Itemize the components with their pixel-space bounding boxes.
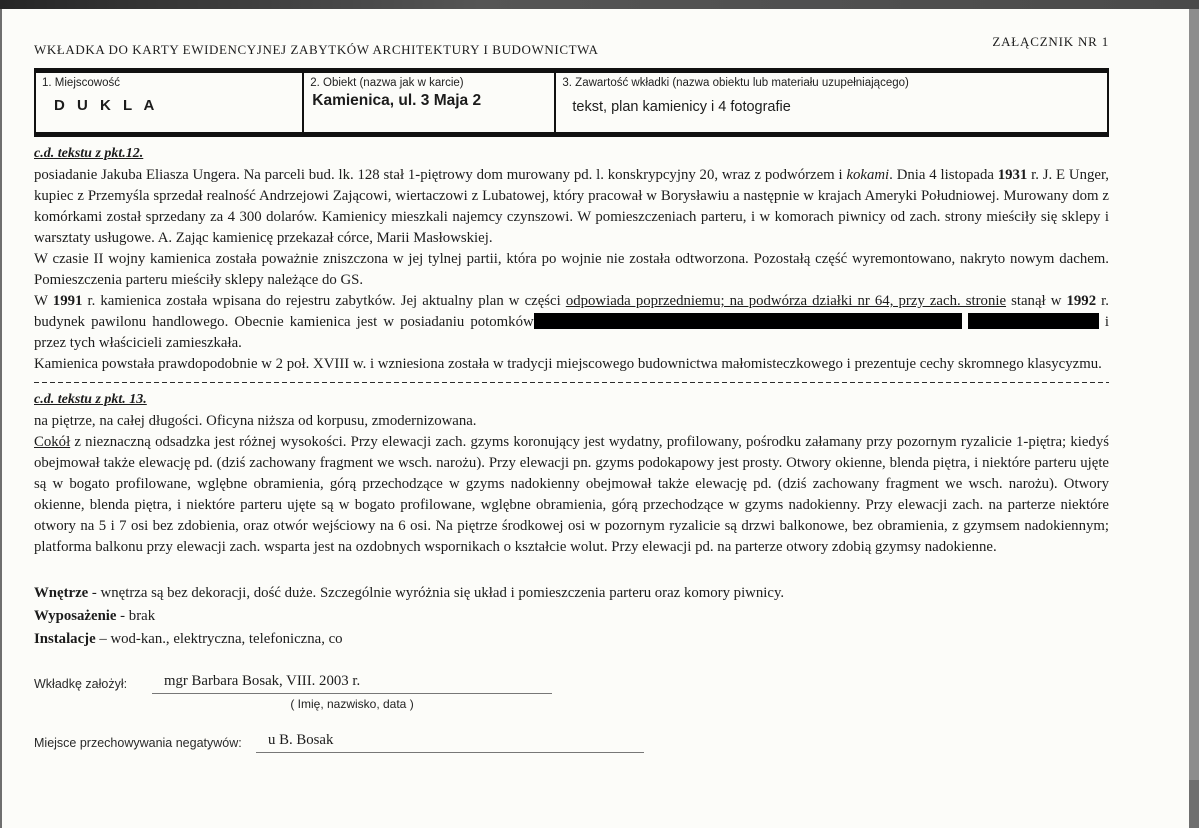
founder-hint: ( Imię, nazwisko, data ) [290,697,414,711]
cell-miejscowosc-label: 1. Miejscowość [42,77,120,89]
info-table [34,68,1109,137]
cell-zawartosc-value: tekst, plan kamienicy i 4 fotografie [572,99,791,115]
redaction-bar [968,313,1099,329]
document-title: WKŁADKA DO KARTY EWIDENCYJNEJ ZABYTKÓW ARCHITEKTURY I BUDOWNICTWA [34,42,599,57]
founder-label: Wkładkę założył: [34,677,128,691]
section-13-paragraph-2: Cokół z nieznaczną odsadzka jest różnej wysokości. Przy elewacji zach. gzyms koronujący jest wydatny, profilowany, pośrodku załamany przy pozornym ryzalicie 1-piętra; kiedyś obejmował także elewację pd. (dziś zachowany fragment we wsch. narożu). Przy elewacji pn. gzyms podokapowy jest prosty. Otwory okienne, blenda piętra, i niektóre parteru ujęte są w bogato profilowane, wglębne obramienia, górą przechodzące w gzyms nadokienny obejmował także elewację pd. (dziś zachowany fragment we wsch. narożu). Otwory okienne, blenda piętra, i niektóre parteru ujęte są w bogato profilowane, wglębne obramienia, górą przechodzące w gzyms nadokienny. Przy elewacji zach. na parterze niektóre otwory na 5 i 7 osi bez zdobienia, oraz otwór wejściowy na 6 osi. Na piętrze środkowej osi w pozornym ryzalicie są drzwi balkonowe, bez obramienia, z gzymsem nadokiennym; platforma balkonu przy elewacji zach. wsparta jest na ozdobnych wspornikach o kształcie wolut. Przy elewacji pd. na parterze otwory zdobią gzymsy nadokienne. [34,434,1109,555]
cell-zawartosc [555,71,1108,135]
section-12-paragraph-2: W czasie II wojny kamienica została poważnie zniszczona w jej tylnej partii, która po wojnie nie została odtworzona. Pozostałą część wyremontowano, nakryto nowym dachem. Pomieszczenia parteru mieściły sklepy należące do GS. [34,251,1109,288]
cell-obiekt [303,71,555,135]
section-13-heading: c.d. tekstu z pkt. 13. [34,392,147,407]
dashed-separator [34,381,1109,383]
document-header [34,8,1109,58]
redaction-bar [534,313,962,329]
section-12-paragraph-1: posiadanie Jakuba Eliasza Ungera. Na parceli bud. lk. 128 stał 1-piętrowy dom murowany pd. l. konskrypcyjny 20, wraz z podwórzem i kokami. Dnia 4 listopada 1931 r. J. E Unger, kupiec z Przemyśla sprzedał realność Andrzejowi Zającowi, wiertaczowi z Lubatowej, który pracował w Borysławiu a następnie w krajach Ameryki Południowej. Murowany dom z komórkami został sprzedany za 4 300 dolarów. Kamienicy mieszkali najemcy czynszowi. W pomieszczeniach parteru, i w komorach piwnicy od zach. strony mieściły się sklepy i warsztaty usługowe. A. Zając kamienicę przekazał córce, Marii Masłowskiej. [34,167,1109,246]
footer-block [34,673,1109,753]
cell-obiekt-value: Kamienica, ul. 3 Maja 2 [312,92,482,109]
info-table-row [35,71,1108,135]
cell-miejscowosc [35,71,303,135]
detail-instalacje: Instalacje – wod-kan., elektryczna, telefoniczna, co [34,631,343,647]
scan-edge-top [0,0,1199,9]
section-12-heading: c.d. tekstu z pkt.12. [34,146,144,161]
negatives-label: Miejsce przechowywania negatywów: [34,736,242,750]
negatives-row [34,732,1109,753]
attachment-label: ZAŁĄCZNIK NR 1 [992,34,1109,49]
founder-value: mgr Barbara Bosak, VIII. 2003 r. [152,673,552,694]
cell-obiekt-label: 2. Obiekt (nazwa jak w karcie) [310,77,464,89]
section-13-paragraph-1: na piętrze, na całej długości. Oficyna niższa od korpusu, zmodernizowana. [34,413,477,429]
section-12-paragraph-4: Kamienica powstała prawdopodobnie w 2 poł. XVIII w. i wzniesiona została w tradycji miejscowego budownictwa małomisteczkowego i prezentuje cechy skromnego klasycyzmu. [34,356,1102,372]
section-12-paragraph-3: W 1991 r. kamienica została wpisana do rejestru zabytków. Jej aktualny plan w części odpowiada poprzedniemu; na podwórza działki nr 64, przy zach. stronie stanął w 1992 r. budynek pawilonu handlowego. Obecnie kamienica jest w posiadaniu potomków i przez tych właścicieli zamieszkała. [34,293,1109,351]
document-page [2,8,1189,828]
founder-row [34,673,1109,711]
detail-wnetrze: Wnętrze - wnętrza są bez dekoracji, dość duże. Szczególnie wyróżnia się układ i pomieszczenia parteru oraz komory piwnicy. [34,585,785,601]
cell-zawartosc-label: 3. Zawartość wkładki (nazwa obiektu lub materiału uzupełniającego) [562,77,909,89]
scan-edge-right [1189,0,1199,780]
detail-wyposazenie: Wyposażenie - brak [34,608,156,624]
details-block [34,582,1109,651]
negatives-field [256,732,644,753]
cell-miejscowosc-value: D U K L A [54,97,159,114]
founder-field [152,673,552,711]
negatives-value: u B. Bosak [256,732,644,753]
